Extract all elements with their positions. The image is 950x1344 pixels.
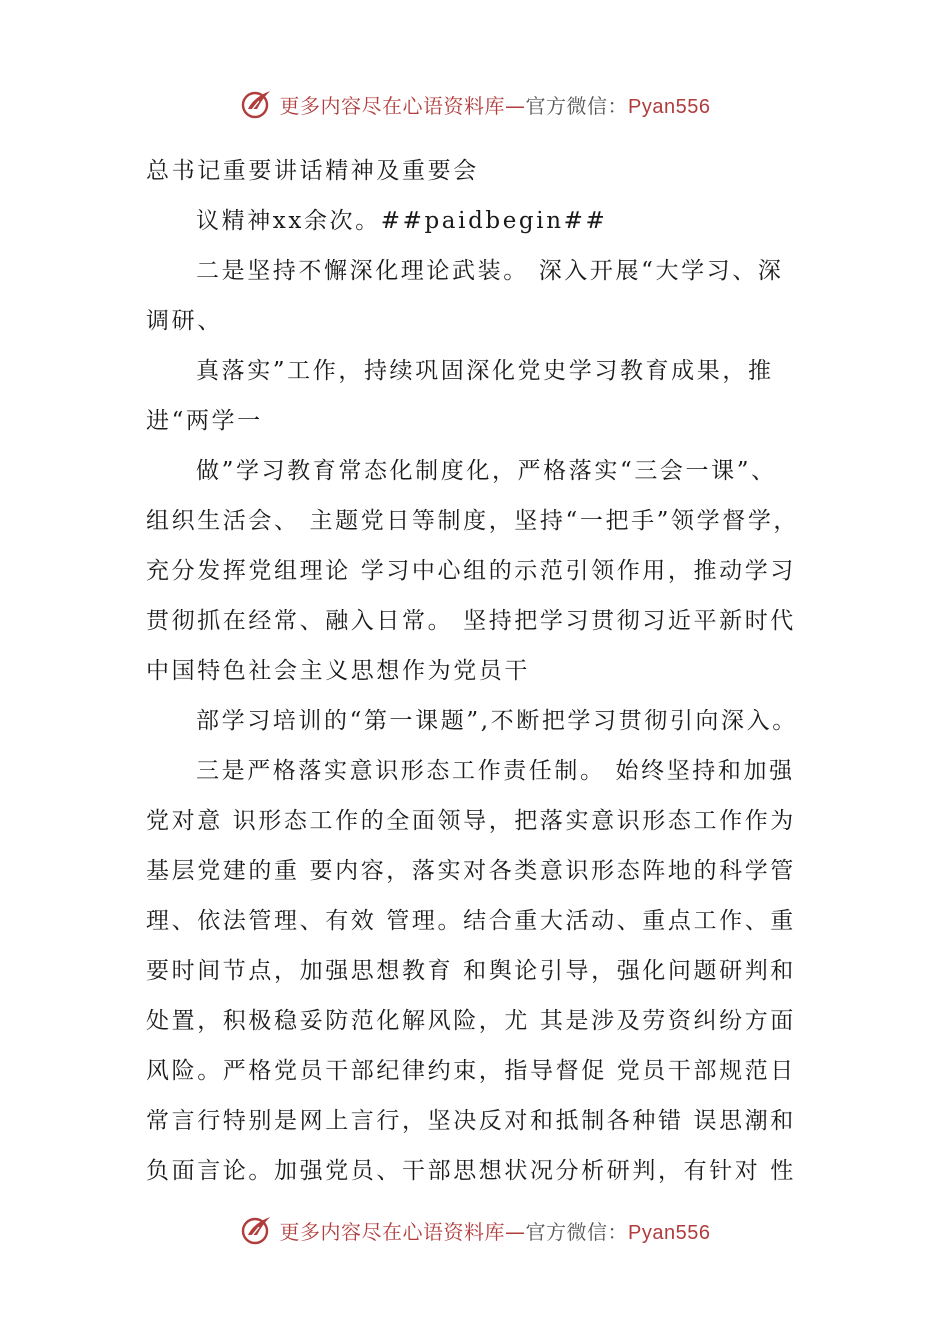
text-line: 理、依法管理、有效 管理。结合重大活动、重点工作、重	[146, 908, 796, 934]
watermark-text: 更多内容尽在心语资料库—官方微信：Pyan556	[279, 1219, 711, 1244]
text-line: 三是严格落实意识形态工作责任制。 始终坚持和加强	[196, 758, 795, 784]
text-line: 充分发挥党组理论 学习中心组的示范引领作用，推动学习	[146, 558, 796, 584]
text-line: 组织生活会、 主题党日等制度，坚持“一把手”领学督学，	[146, 508, 800, 534]
text-line: 处置，积极稳妥防范化解风险，尤 其是涉及劳资纠纷方面	[146, 1008, 796, 1034]
text-line: 贯彻抓在经常、融入日常。 坚持把学习贯彻习近平新时代	[146, 608, 796, 634]
header-watermark	[0, 84, 950, 124]
text-line: 做”学习教育常态化制度化，严格落实“三会一课”、	[196, 458, 777, 484]
text-line: 中国特色社会主义思想作为党员干	[146, 658, 530, 684]
text-line: 基层党建的重 要内容，落实对各类意识形态阵地的科学管	[146, 858, 796, 884]
text-line: 二是坚持不懈深化理论武装。 深入开展“大学习、深	[196, 258, 784, 284]
text-line: 总书记重要讲话精神及重要会	[146, 158, 479, 184]
quill-logo-icon	[240, 87, 274, 121]
text-line: 进“两学一	[146, 408, 263, 434]
text-line: 常言行特别是网上言行，坚决反对和抵制各种错 误思潮和	[146, 1108, 796, 1134]
footer-watermark	[0, 1210, 950, 1250]
document-body	[146, 146, 826, 1196]
text-line: 风险。严格党员干部纪律约束，指导督促 党员干部规范日	[146, 1058, 796, 1084]
text-line: 调研、	[146, 308, 223, 334]
text-line: 议精神xx余次。##paidbegin##	[196, 208, 608, 234]
text-line: 党对意 识形态工作的全面领导，把落实意识形态工作作为	[146, 808, 796, 834]
text-line: 要时间节点，加强思想教育 和舆论引导，强化问题研判和	[146, 958, 796, 984]
text-line: 真落实”工作，持续巩固深化党史学习教育成果，推	[196, 358, 774, 384]
text-line: 负面言论。加强党员、干部思想状况分析研判，有针对 性	[146, 1158, 796, 1184]
watermark-text: 更多内容尽在心语资料库—官方微信：Pyan556	[279, 93, 711, 118]
text-line: 部学习培训的“第一课题”,不断把学习贯彻引向深入。	[196, 708, 798, 734]
quill-logo-icon	[240, 1213, 274, 1247]
